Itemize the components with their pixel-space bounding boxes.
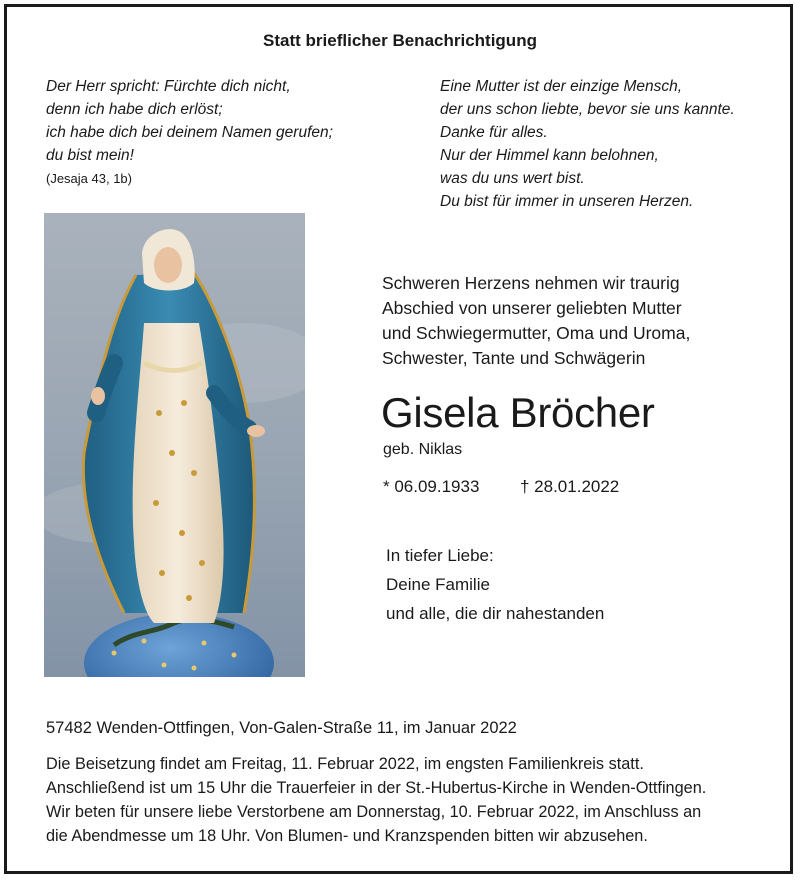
poem-line: Du bist für immer in unseren Herzen. [440, 193, 694, 210]
announcement-line: Abschied von unserer geliebten Mutter [382, 298, 682, 318]
verse-line: Der Herr spricht: Fürchte dich nicht, [46, 78, 291, 95]
announcement-text [382, 271, 690, 371]
death-date: † 28.01.2022 [520, 477, 620, 496]
funeral-line: die Abendmesse um 18 Uhr. Von Blumen- und Kranzspenden bitten wir abzusehen. [46, 827, 648, 845]
address-line: 57482 Wenden-Ottfingen, Von-Galen-Straße 11, im Januar 2022 [46, 719, 517, 737]
poem-line: Danke für alles. [440, 124, 548, 141]
verse-reference: (Jesaja 43, 1b) [46, 171, 132, 186]
poem-line: Nur der Himmel kann belohnen, [440, 147, 659, 164]
bible-verse [46, 75, 333, 167]
funeral-line: Wir beten für unsere liebe Verstorbene am Donnerstag, 10. Februar 2022, im Anschluss an [46, 803, 702, 821]
verse-line: du bist mein! [46, 147, 134, 164]
deceased-name: Gisela Bröcher [381, 389, 655, 436]
birth-date: * 06.09.1933 [383, 477, 480, 496]
announcement-line: Schwester, Tante und Schwägerin [382, 348, 646, 368]
madonna-statue-photo [44, 213, 305, 677]
funeral-line: Die Beisetzung findet am Freitag, 11. Februar 2022, im engsten Familienkreis statt. [46, 755, 644, 773]
poem-line: was du uns wert bist. [440, 170, 585, 187]
signature-line: In tiefer Liebe: [386, 546, 494, 565]
mourners-signature [386, 541, 604, 628]
notice-heading: Statt brieflicher Benachrichtigung [263, 31, 537, 50]
verse-line: ich habe dich bei deinem Namen gerufen; [46, 124, 333, 141]
mother-poem [440, 75, 735, 213]
maiden-name: geb. Niklas [383, 441, 463, 458]
poem-line: Eine Mutter ist der einzige Mensch, [440, 78, 683, 95]
verse-line: denn ich habe dich erlöst; [46, 101, 223, 118]
funeral-details [46, 752, 706, 848]
signature-line: Deine Familie [386, 575, 490, 594]
signature-line: und alle, die dir nahestanden [386, 604, 605, 623]
announcement-line: Schweren Herzens nehmen wir traurig [382, 273, 680, 293]
funeral-line: Anschließend ist um 15 Uhr die Trauerfeier in der St.-Hubertus-Kirche in Wenden-Ottfingen. [46, 779, 707, 797]
announcement-line: und Schwiegermutter, Oma und Uroma, [382, 323, 691, 343]
poem-line: der uns schon liebte, bevor sie uns kannte. [440, 101, 735, 118]
